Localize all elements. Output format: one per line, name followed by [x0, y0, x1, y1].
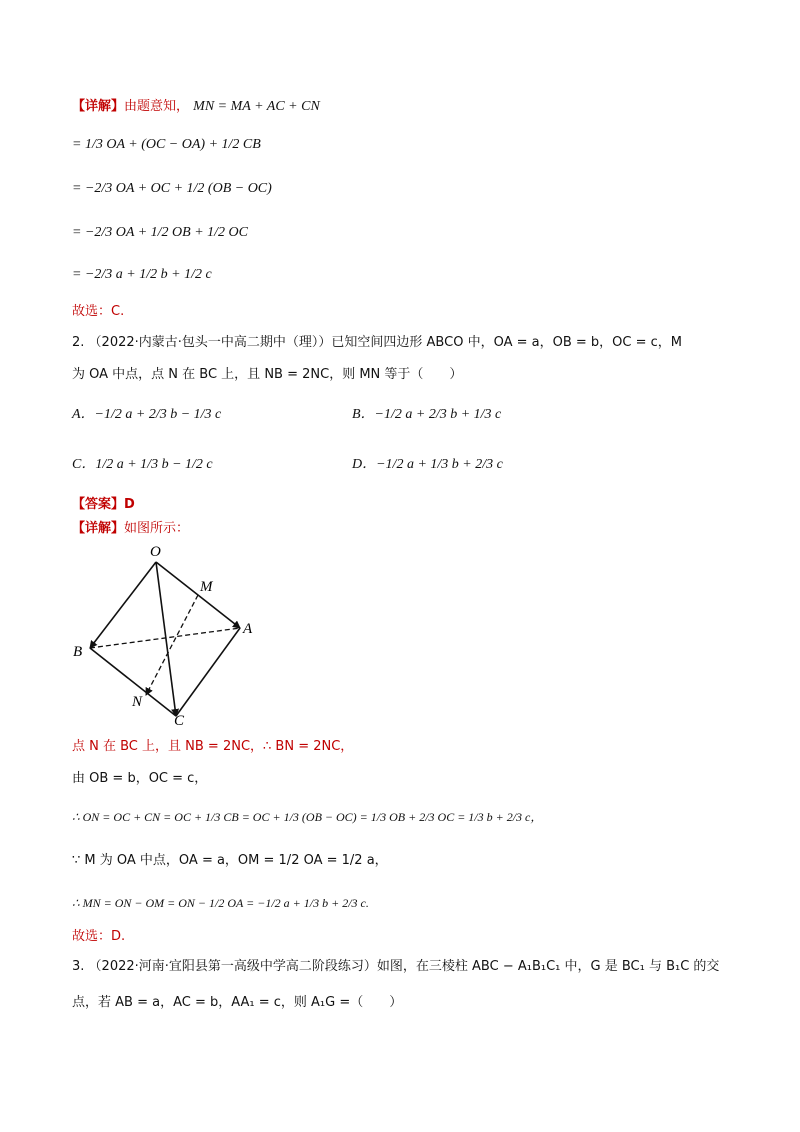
q2-source: （2022·内蒙古·包头一中高二期中（理））	[88, 335, 332, 350]
q3-stem1: 如图，在三棱柱 ABC − A₁B₁C₁ 中，G 是 BC₁ 与 B₁C 的交	[376, 959, 720, 974]
solution-line-2: 由 OB = b，OC = c，	[72, 771, 208, 786]
q2-stem-line1	[72, 334, 682, 352]
option-a: A．−1/2 a + 2/3 b − 1/3 c	[72, 407, 222, 422]
solution-line-1: 点 N 在 BC 上，且 NB = 2NC，∴ BN = 2NC，	[72, 739, 354, 754]
label-m: M	[200, 579, 213, 595]
equation-line-2: = 1/3 OA + (OC − OA) + 1/2 CB	[72, 137, 261, 152]
label-b: B	[73, 644, 83, 660]
q2-stem1: 已知空间四边形 ABCO 中，OA = a，OB = b，OC = c，M	[331, 335, 682, 350]
detail-intro: 如图所示：	[124, 521, 190, 536]
equation-line-3: = −2/3 OA + OC + 1/2 (OB − OC)	[72, 181, 272, 196]
option-d: D．−1/2 a + 1/3 b + 2/3 c	[352, 457, 503, 472]
detail1-choose: 故选：C.	[72, 304, 125, 319]
q3-stem-line2: 点，若 AB = a，AC = b，AA₁ = c，则 A₁G =（ ）	[72, 995, 403, 1010]
solution-line-5: ∴ MN = ON − OM = ON − 1/2 OA = −1/2 a + 1/3 b + 2/3 c.	[72, 896, 369, 910]
label-o: O	[150, 544, 161, 560]
detail-tag: 【详解】	[72, 99, 125, 114]
q2-number: 2.	[72, 335, 85, 350]
tetrahedron-figure	[70, 540, 270, 725]
option-b: B．−1/2 a + 2/3 b + 1/3 c	[352, 407, 502, 422]
detail-intro: 由题意知，	[124, 99, 190, 114]
q3-number: 3.	[72, 959, 85, 974]
q3-source: （2022·河南·宜阳县第一高级中学高二阶段练习）	[88, 959, 377, 974]
answer-line	[72, 496, 135, 514]
answer-value: D	[124, 497, 135, 512]
label-n: N	[132, 694, 143, 710]
label-c: C	[174, 713, 185, 725]
q2-choose: 故选：D.	[72, 929, 126, 944]
q3-stem-line1	[72, 958, 719, 976]
q2-stem-line2: 为 OA 中点，点 N 在 BC 上，且 NB = 2NC，则 MN 等于（ ）	[72, 367, 463, 382]
equation-line-4: = −2/3 OA + 1/2 OB + 1/2 OC	[72, 225, 248, 240]
q2-detail-header	[72, 520, 189, 538]
edge-ac	[176, 628, 240, 716]
solution-line-3: ∴ ON = OC + CN = OC + 1/3 CB = OC + 1/3 (OB − OC) = 1/3 OB + 2/3 OC = 1/3 b + 2/3 c，	[72, 810, 543, 824]
solution-line-4: ∵ M 为 OA 中点，OA = a，OM = 1/2 OA = 1/2 a，	[72, 853, 388, 868]
equation-line-5: = −2/3 a + 1/2 b + 1/2 c	[72, 267, 212, 282]
detail1-header	[72, 98, 320, 116]
edge-ob	[90, 562, 156, 648]
answer-tag: 【答案】	[72, 497, 125, 512]
option-c: C．1/2 a + 1/3 b − 1/2 c	[72, 457, 213, 472]
equation-line-1: MN = MA + AC + CN	[193, 99, 320, 114]
detail-tag: 【详解】	[72, 521, 125, 536]
label-a: A	[243, 621, 253, 637]
edge-oc	[156, 562, 176, 716]
